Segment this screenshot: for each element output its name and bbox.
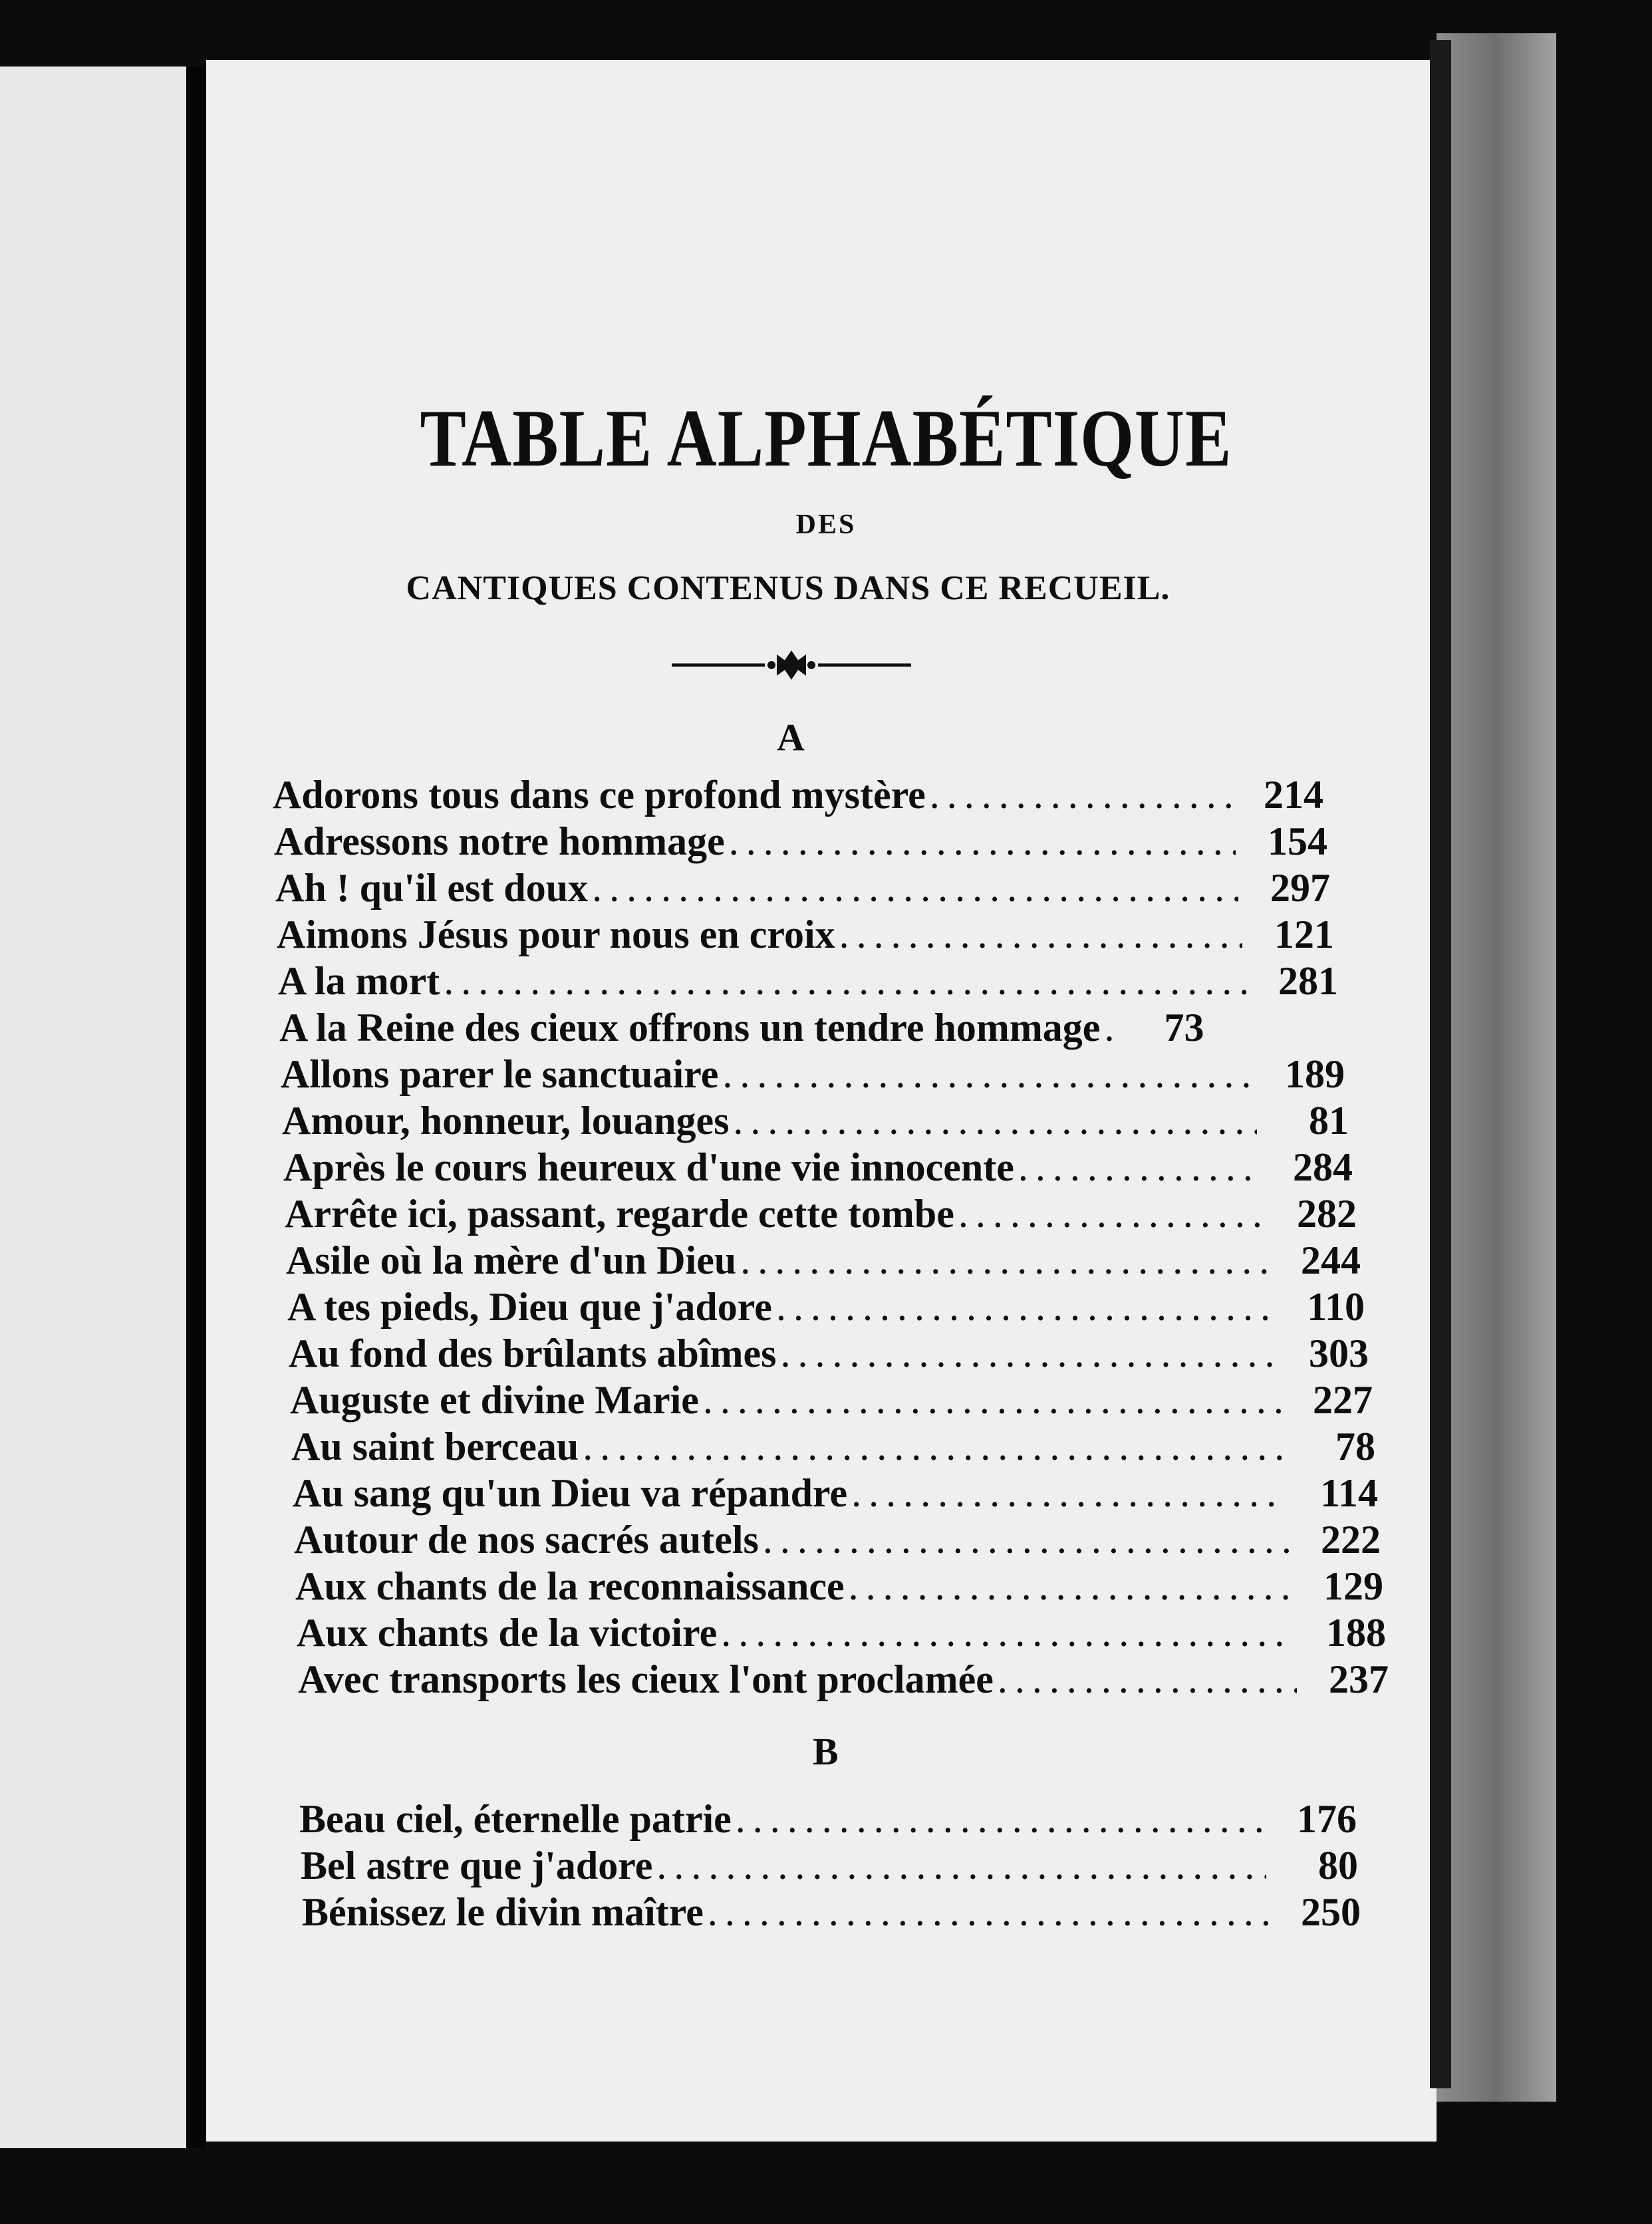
entry-page: 73 bbox=[1164, 1006, 1204, 1049]
dot-leader bbox=[737, 1800, 1265, 1846]
list-item bbox=[302, 1889, 1361, 1935]
entry-page: 129 bbox=[1323, 1564, 1383, 1608]
entry-title: Aux chants de la reconnaissance bbox=[295, 1564, 845, 1608]
entry-title: Amour, honneur, louanges bbox=[282, 1099, 730, 1143]
section-letter-a: A bbox=[777, 716, 805, 759]
entry-title: Bénissez le divin maître bbox=[302, 1890, 704, 1934]
list-item bbox=[297, 1609, 1386, 1656]
list-item bbox=[298, 1656, 1389, 1703]
entry-title: Bel astre que j'adore bbox=[301, 1844, 653, 1887]
dot-leader bbox=[722, 1613, 1294, 1660]
entry-page: 237 bbox=[1329, 1657, 1389, 1701]
list-item bbox=[299, 1796, 1357, 1842]
entry-title: Adressons notre hommage bbox=[274, 819, 725, 863]
entry-page: 188 bbox=[1326, 1611, 1386, 1655]
list-item bbox=[273, 771, 1323, 818]
list-item bbox=[285, 1190, 1357, 1237]
dot-leader bbox=[853, 1474, 1286, 1520]
entry-title: Autour de nos sacrés autels bbox=[294, 1518, 759, 1562]
entry-title: A tes pieds, Dieu que j'adore bbox=[287, 1285, 772, 1329]
page-title-des: DES bbox=[795, 509, 857, 540]
entry-page: 250 bbox=[1301, 1890, 1361, 1934]
list-item bbox=[281, 1051, 1345, 1097]
section-letter-b: B bbox=[813, 1730, 839, 1773]
entry-title: Après le cours heureux d'une vie innocente bbox=[283, 1145, 1014, 1189]
entry-title: Au saint berceau bbox=[291, 1425, 579, 1468]
page-edge-shadow bbox=[1430, 40, 1451, 2088]
entry-title: Ah ! qu'il est doux bbox=[275, 866, 589, 910]
dot-leader bbox=[931, 775, 1232, 822]
list-item bbox=[278, 958, 1338, 1004]
dot-leader bbox=[593, 869, 1238, 915]
entry-page: 80 bbox=[1318, 1844, 1358, 1887]
entry-title: Auguste et divine Marie bbox=[290, 1378, 699, 1422]
dot-leader bbox=[658, 1846, 1266, 1893]
entry-title: Allons parer le sanctuaire bbox=[281, 1052, 719, 1096]
entry-title: Beau ciel, éternelle patrie bbox=[299, 1797, 732, 1841]
ornament-divider bbox=[665, 645, 918, 685]
entry-title: Au sang qu'un Dieu va répandre bbox=[293, 1471, 848, 1515]
dot-leader bbox=[704, 1381, 1281, 1427]
dot-leader bbox=[1020, 1148, 1261, 1194]
list-item bbox=[291, 1423, 1375, 1470]
entry-page: 110 bbox=[1307, 1285, 1365, 1329]
list-item bbox=[287, 1284, 1365, 1330]
entry-page: 176 bbox=[1297, 1797, 1357, 1841]
list-item bbox=[277, 911, 1334, 958]
dot-leader bbox=[1105, 1008, 1112, 1055]
entry-page: 282 bbox=[1297, 1192, 1357, 1236]
list-item bbox=[282, 1097, 1349, 1144]
dot-leader bbox=[709, 1893, 1269, 1939]
list-item bbox=[294, 1516, 1381, 1563]
list-item bbox=[289, 1330, 1369, 1377]
entry-page: 303 bbox=[1309, 1331, 1369, 1375]
entry-page: 154 bbox=[1268, 819, 1327, 863]
entry-title: A la Reine des cieux offrons un tendre hommage bbox=[279, 1006, 1101, 1049]
list-item bbox=[275, 865, 1330, 911]
list-item bbox=[301, 1842, 1358, 1889]
list-item bbox=[283, 1144, 1353, 1190]
entry-page: 281 bbox=[1278, 959, 1338, 1003]
dot-leader bbox=[445, 962, 1246, 1008]
entry-page: 81 bbox=[1309, 1099, 1349, 1143]
entry-page: 227 bbox=[1313, 1378, 1373, 1422]
entry-page: 78 bbox=[1335, 1425, 1375, 1468]
page-gutter bbox=[186, 67, 206, 2148]
entry-page: 214 bbox=[1264, 773, 1323, 817]
dot-leader bbox=[764, 1520, 1289, 1567]
dot-leader bbox=[742, 1241, 1269, 1288]
page-title: TABLE ALPHABÉTIQUE bbox=[420, 393, 1232, 484]
entry-title: Asile où la mère d'un Dieu bbox=[286, 1238, 737, 1282]
entry-page: 297 bbox=[1270, 866, 1330, 910]
page-subtitle: CANTIQUES CONTENUS DANS CE RECUEIL. bbox=[406, 569, 1170, 607]
left-page bbox=[0, 67, 190, 2148]
dot-leader bbox=[960, 1194, 1265, 1241]
list-item bbox=[295, 1563, 1383, 1609]
dot-leader bbox=[782, 1334, 1277, 1381]
entry-title: A la mort bbox=[278, 959, 440, 1003]
dot-leader bbox=[724, 1055, 1253, 1101]
dot-leader bbox=[999, 1660, 1297, 1707]
entry-page: 189 bbox=[1285, 1052, 1345, 1096]
entry-title: Arrête ici, passant, regarde cette tombe bbox=[285, 1192, 954, 1236]
dot-leader bbox=[730, 822, 1236, 869]
dot-leader bbox=[777, 1288, 1273, 1334]
list-item bbox=[279, 1004, 1341, 1051]
entry-page: 121 bbox=[1274, 912, 1334, 956]
list-item bbox=[286, 1237, 1361, 1284]
dot-leader bbox=[841, 915, 1242, 962]
list-item bbox=[290, 1377, 1373, 1423]
entry-title: Avec transports les cieux l'ont proclamée bbox=[298, 1657, 994, 1701]
dot-leader bbox=[734, 1101, 1257, 1148]
entry-page: 222 bbox=[1321, 1518, 1381, 1562]
entry-title: Aimons Jésus pour nous en croix bbox=[277, 912, 835, 956]
entry-page: 244 bbox=[1301, 1238, 1361, 1282]
entry-page: 284 bbox=[1293, 1145, 1353, 1189]
list-item bbox=[274, 818, 1327, 865]
entry-page: 114 bbox=[1320, 1471, 1378, 1515]
list-item bbox=[293, 1470, 1378, 1516]
dot-leader bbox=[584, 1427, 1284, 1474]
entry-title: Adorons tous dans ce profond mystère bbox=[273, 773, 926, 817]
book-edge bbox=[1437, 33, 1556, 2102]
entry-title: Aux chants de la victoire bbox=[297, 1611, 718, 1655]
dot-leader bbox=[850, 1567, 1292, 1613]
entry-title: Au fond des brûlants abîmes bbox=[289, 1331, 777, 1375]
